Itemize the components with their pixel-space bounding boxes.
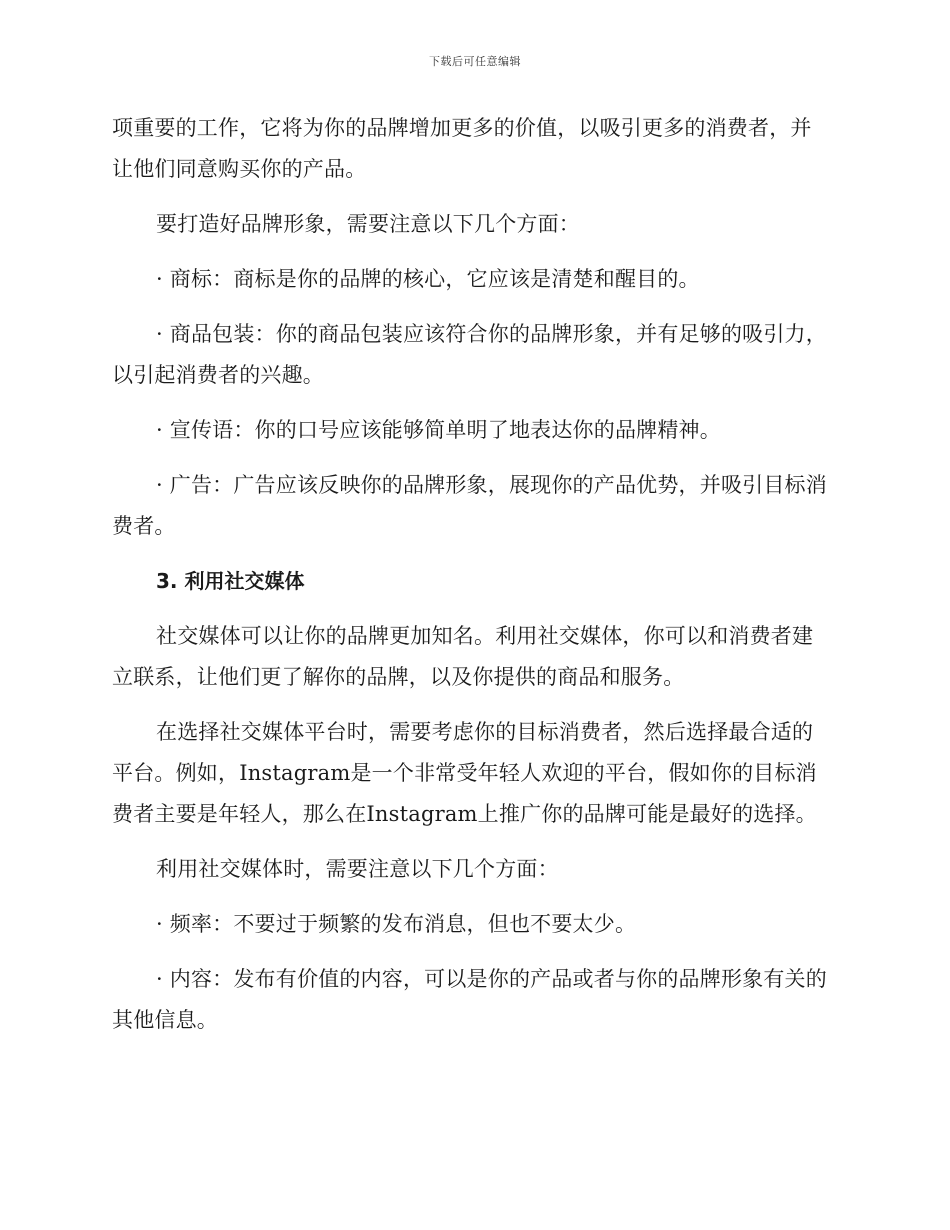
paragraph-social-intro: 社交媒体可以让你的品牌更加知名。利用社交媒体，你可以和消费者建立联系，让他们更了解你的品牌，以及你提供的商品和服务。 [112, 624, 814, 689]
bullet-advertising: · 广告：广告应该反映你的品牌形象，展现你的产品优势，并吸引目标消费者。 [112, 473, 827, 538]
bullet-trademark: · 商标：商标是你的品牌的核心，它应该是清楚和醒目的。 [156, 267, 700, 291]
paragraph-platform-choice: 在选择社交媒体平台时，需要考虑你的目标消费者，然后选择最合适的平台。例如，Instagram是一个非常受年轻人欢迎的平台，假如你的目标消费者主要是年轻人，那么在Instagram上推广你的品牌可能是最好的选择。 [112, 720, 817, 826]
page-header: 下载后可任意编辑 [429, 55, 521, 68]
paragraph-social-notes: 利用社交媒体时，需要注意以下几个方面： [156, 857, 559, 881]
section-heading: 3. 利用社交媒体 [156, 569, 305, 593]
document-body [112, 108, 832, 1055]
bullet-frequency: · 频率：不要过于频繁的发布消息，但也不要太少。 [156, 912, 637, 936]
paragraph-continuation: 项重要的工作，它将为你的品牌增加更多的价值，以吸引更多的消费者，并让他们同意购买你的产品。 [112, 116, 812, 181]
bullet-slogan: · 宣传语：你的口号应该能够简单明了地表达你的品牌精神。 [156, 418, 721, 442]
bullet-content: · 内容：发布有价值的内容，可以是你的产品或者与你的品牌形象有关的其他信息。 [112, 967, 827, 1032]
paragraph-brand-intro: 要打造好品牌形象，需要注意以下几个方面： [156, 212, 580, 236]
bullet-packaging: · 商品包装：你的商品包装应该符合你的品牌形象，并有足够的吸引力，以引起消费者的兴趣。 [112, 322, 827, 387]
